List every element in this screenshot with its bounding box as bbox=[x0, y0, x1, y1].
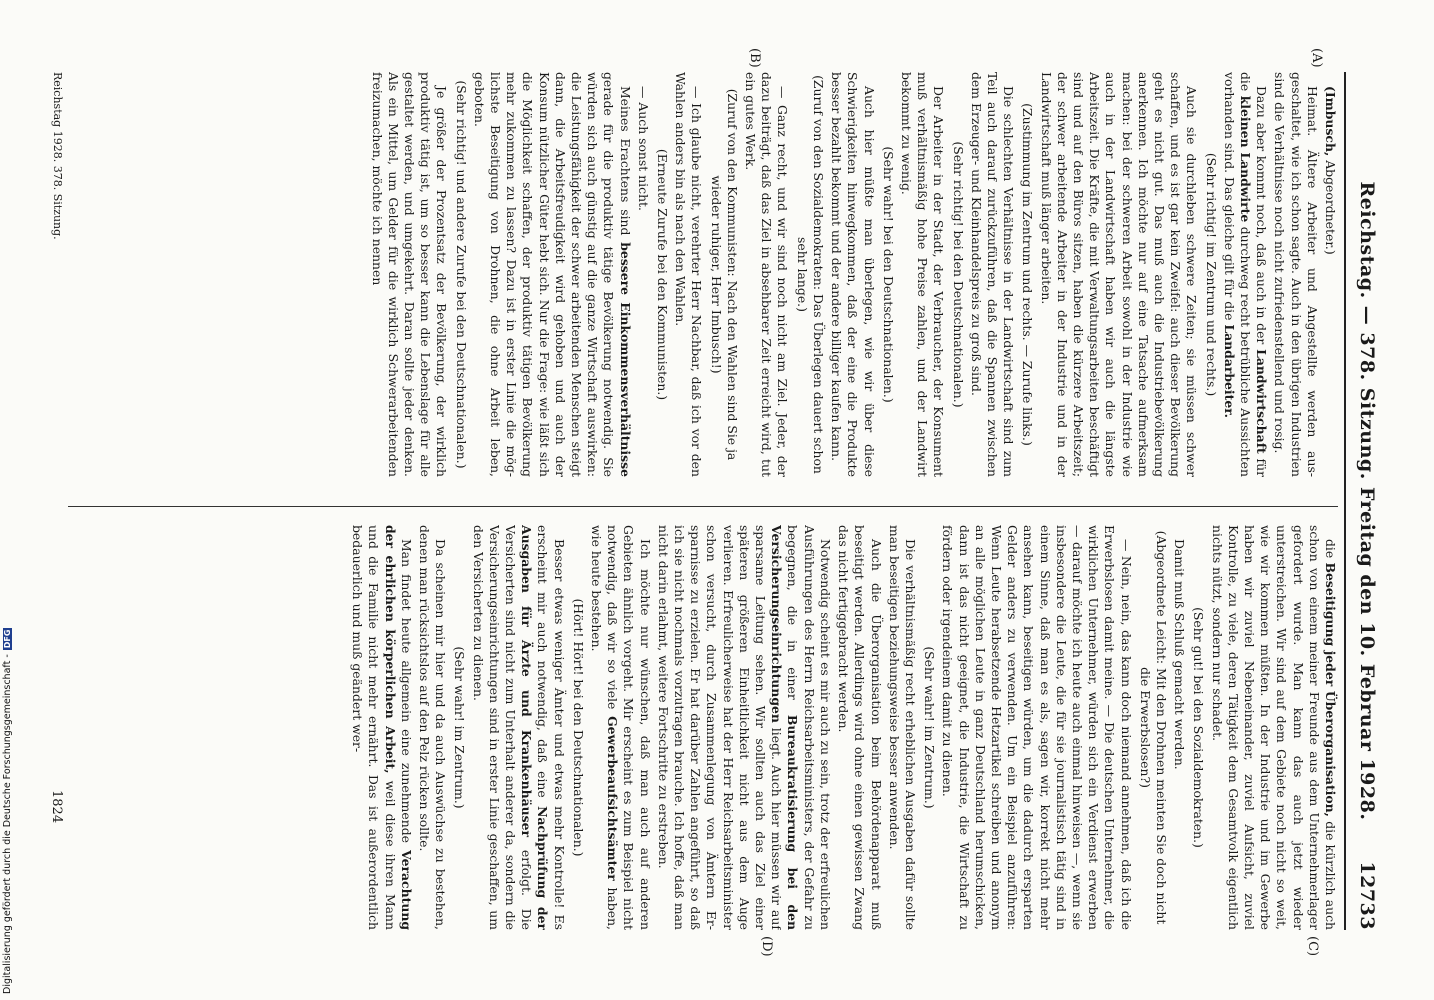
left-interjection: (Sehr richtig! im Zentrum und rechts.) bbox=[1203, 152, 1219, 397]
right-paragraph: Auch die Überorganisation beim Behördenapparat muß beseitigt werden. Allerdings wird ohne einen gewissen Zwang das nicht fertiggebracht werden. bbox=[836, 525, 884, 930]
left-paragraph: Auch hier müßte man überlegen, wie wir über diese Schwierigkeiten hinwegkommen, daß der eine die Produkte besser bezahlt bekommt und der andere billiger kaufen kann. bbox=[829, 72, 877, 477]
credit-text: Digitalisierung gefördert durch die Deutsche Forschungsgemeinschaft - bbox=[2, 654, 13, 994]
left-interjection: (Sehr wahr! bei den Deutschnationalen.) bbox=[880, 146, 896, 403]
right-interjection: (Abgeordnete Leicht: Mit den Drohnen meinten Sie doch nicht die Erwerbslosen?) bbox=[1137, 530, 1169, 925]
right-paragraph: Damit muß Schluß gemacht werden. bbox=[1172, 539, 1188, 770]
left-paragraph: — Ganz recht, und wir sind noch nicht am Ziel. Jeder, der dazu beiträgt, daß das Ziel in absehbarer Zeit erreicht wird, tut ein gutes Werk. bbox=[743, 72, 791, 477]
page-number: 12733 bbox=[1356, 861, 1378, 930]
left-paragraph: Dazu aber kommt noch, daß auch in der Landwirtschaft für die kleinen Landwirte durchweg recht betrübliche Aussichten vorhanden sind. Das gleiche gilt für die Landarbeiter. bbox=[1221, 72, 1270, 477]
left-paragraph: — Ich glaube nicht, verehrter Herr Nachbar, daß ich vor den Wahlen anders bin als nach den Wahlen. bbox=[673, 72, 705, 477]
digitization-credit bbox=[0, 0, 16, 1000]
margin-mark-c: (C) bbox=[1305, 936, 1320, 957]
margin-mark-a: (A) bbox=[1309, 48, 1324, 68]
dfg-logo: DFG bbox=[3, 629, 12, 649]
left-paragraph: Der Arbeiter in der Stadt, der Verbraucher, der Konsument muß verhältnismäßig hohe Preise zahlen, und der Landwirt bekommt zu wenig. bbox=[898, 72, 947, 477]
left-paragraph: — Auch sonst nicht. bbox=[635, 86, 651, 211]
left-interjection: (Zuruf von den Kommunisten: Nach den Wahlen sind Sie ja wieder ruhiger, Herr Imbusch!) bbox=[708, 88, 740, 461]
left-interjection: (Sehr richtig! und andere Zurufe bei den Deutschnationalen.) bbox=[453, 80, 469, 469]
left-paragraph: Die schlechten Verhältnisse in der Landwirtschaft sind zum Teil auch darauf zurückzuführen, daß die Spannen zwischen dem Erzeuger- und Kleinhandelspreis zu groß sind. bbox=[968, 72, 1017, 477]
left-interjection: (Erneute Zurufe bei den Kommunisten.) bbox=[655, 148, 671, 401]
right-paragraph: Die verhältnismäßig recht erheblichen Ausgaben dafür sollte man beseitigen beziehungsweise besser anwenden. bbox=[886, 525, 918, 930]
right-paragraph: — Nein, nein, das kann doch niemand annehmen, daß ich die Erwerbslosen damit meine. — Die deutschen Unternehmer, die wirklichen Unternehmer, würden sich ein Verdienst erwerben — darauf möchte ich heute auch einmal hinweisen —, wenn sie insbesondere die Leute, die für sie journalistisch tätig sind in einem Sinne, daß man es als, sagen wir, korrekt nicht mehr ansehen kann, beseitigen würden, um die dadurch ersparten Gelder anders zu verwenden. Um ein Beispiel anzuführen: Wenn Leute herabsetzende Hetzartikel schreiben und anonym an alle möglichen Leute in ganz Deutschland herumschicken, dann ist das nicht geeignet, die Industrie, die Wirtschaft zu fördern oder irgendeinem damit zu dienen. bbox=[940, 525, 1134, 930]
left-interjection: (Sehr richtig! bei den Deutschnationalen.) bbox=[950, 141, 966, 408]
left-interjection: (Zustimmung im Zentrum und rechts. — Zurufe links.) bbox=[1020, 103, 1036, 446]
left-paragraph: Heimat. Ältere Arbeiter und Angestellte werden ausgeschaltet, wie ich schon sagte. Auch in den übrigen Industrien sind die Verhältnisse noch nicht zufriedenstellend und rosig. bbox=[1272, 72, 1320, 477]
page-title: Reichstag. — 378. Sitzung. Freitag den 10. Februar 1928. bbox=[1356, 181, 1378, 821]
left-text-column bbox=[68, 72, 1338, 477]
left-paragraph: Je größer der Prozentsatz der Bevölkerung, der wirklich produktiv tätig ist, um so besser kann die Lebenslage für alle gestaltet werden, und umgekehrt. Daran sollte jeder denken. Als ein Mittel, um Gelder für die wirklich Schwerarbeitenden freizumachen, möchte ich nennen bbox=[369, 72, 450, 477]
right-interjection: (Sehr wahr! im Zentrum.) bbox=[922, 646, 938, 809]
right-paragraph: Da scheinen mir hier und da auch Auswüchse zu bestehen, denen man rücksichtslos auf den Pelz rücken sollte. bbox=[417, 525, 449, 930]
column-divider bbox=[68, 506, 1338, 507]
right-paragraph: Besser etwas weniger Ämter und etwas mehr Kontrolle! Es erscheint mir auch notwendig, daß eine Nachprüfung der Ausgaben für Ärzte und Krankenhäuser erfolgt. Die Versicherten sind nicht zum Unterhalt anderer da, sondern die Versicherungseinrichtungen sind in erster Linie geschaffen, um den Versicherten zu dienen. bbox=[470, 525, 567, 930]
footer-sheet-number: 1824 bbox=[49, 790, 64, 824]
right-text-column bbox=[68, 525, 1338, 930]
left-paragraph: Meines Erachtens sind bessere Einkommensverhältnisse gerade für die produktiv tätige Bevölkerung notwendig. Sie würden sich auch günstig auf die ganze Wirtschaft auswirken: die Leistungsfähigkeit der schwer arbeitenden Menschen steigt dann, die Arbeitsfreudigkeit wird gehoben und auch der Konsum nützlicher Güter hebt sich. Nur die Frage: wie läßt sich die Möglichkeit schaffen, der produktiv tätigen Bevölkerung mehr zukommen zu lassen? Dazu ist in erster Linie die möglichste Beseitigung von Drohnen, die ohne Arbeit leben, geboten. bbox=[471, 72, 633, 477]
right-interjection: (Hört! Hört! bei den Deutschnationalen.) bbox=[570, 598, 586, 857]
margin-mark-b: (B) bbox=[747, 48, 762, 68]
right-paragraph: die Beseitigung jeder Überorganisation, die kürzlich auch schon von einem meiner Freunde aus dem Unternehmerlager gefordert wurde. Man kann das auch jetzt wieder unterstreichen. Wir sind auf dem Gebiete noch nicht so weit, wie wir kommen müßten. In der Industrie und im Gewerbe haben wir zuviel Nebeneinander, zuviel Aufsicht, zuviel Kontrolle, zu viele, deren Tätigkeit dem Gesamtvolk eigentlich nichts nützt, sondern nur schadet. bbox=[1209, 525, 1338, 930]
right-interjection: (Sehr wahr! im Zentrum.) bbox=[452, 646, 468, 809]
right-paragraph: Notwendig scheint es mir auch zu sein, trotz der erfreulichen Ausführungen des Herrn Reichsarbeitsministers, der Gefahr zu begegnen, die in einer Bureaukratisierung bei den Versicherungseinrichtungen liegt. Auch hier müssen wir auf sparsame Leitung sehen. Wir sollten auch das Ziel einer späteren größeren Einheitlichkeit nicht aus dem Auge verlieren. Erfreulicherweise hat der Herr Reichsarbeitsminister schon versucht, durch Zusammenlegung von Ämtern Ersparnisse zu erzielen. Er hat darüber Zahlen angeführt, so daß ich sie nicht nochmals vorzutragen brauche. Ich hoffe, daß man nicht darin erlahmt, weitere Fortschritte zu erstreben. bbox=[655, 525, 833, 930]
left-paragraph: Auch sie durchleben schwere Zeiten; sie müssen schwer schaffen, und es ist gar kein Zweifel: auch dieser Bevölkerung geht es nicht gut. Das muß auch die Industriebevölkerung anerkennen. Ich möchte nur auf eine Tatsache aufmerksam machen: bei der schweren Arbeit sowohl in der Industrie wie auch in der Landwirtschaft haben wir auch die längste Arbeitszeit. Die Kräfte, die mit Verwaltungsarbeiten beschäftigt sind und auf den Büros sitzen, haben die kürzere Arbeitszeit; der schwer arbeitende Arbeiter in der Industrie und in der Landwirtschaft muß länger arbeiten. bbox=[1038, 72, 1200, 477]
header-rule bbox=[1344, 72, 1346, 930]
page-header bbox=[1348, 72, 1378, 930]
right-paragraph: Ich möchte nur wünschen, daß man auch auf anderen Gebieten ähnlich vorgeht. Mir erscheint es zum Beispiel nicht notwendig, daß wir so viele Gewerbeaufsichtsämter haben, wie heute bestehen. bbox=[589, 525, 653, 930]
right-paragraph: Man findet heute allgemein eine zunehmende Verachtung der ehrlichen körperlichen Arbeit, weil diese ihren Mann und die Familie nicht mehr ernährt. Das ist außerordentlich bedauerlich und muß geändert wer- bbox=[350, 525, 414, 930]
footer-session: Reichstag 1928. 378. Sitzung. bbox=[51, 72, 64, 240]
margin-mark-d: (D) bbox=[759, 936, 774, 957]
left-paragraph: (Imbusch, Abgeordneter.) bbox=[1323, 86, 1338, 255]
right-interjection: (Sehr gut! bei den Sozialdemokraten.) bbox=[1191, 607, 1207, 848]
left-interjection: (Zuruf von den Sozialdemokraten: Das Überlegen dauert schon sehr lange.) bbox=[794, 75, 826, 474]
